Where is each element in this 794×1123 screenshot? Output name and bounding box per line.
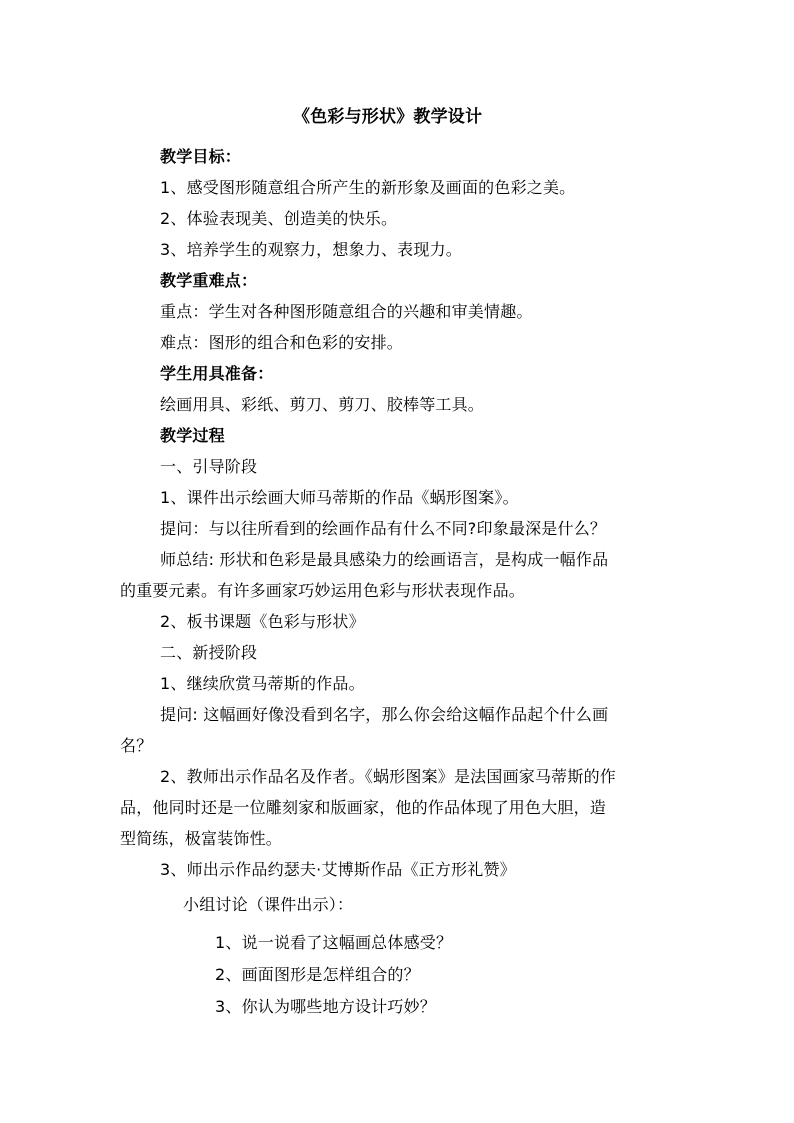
section-intro: 一、引导阶段 — [160, 457, 258, 476]
discussion-item-3: 3、你认为哪些地方设计巧妙？ — [215, 997, 436, 1016]
objective-2: 2、体验表现美、创造美的快乐。 — [160, 209, 398, 228]
teacher-summary-line-2: 的重要元素。有许多画家巧妙运用色彩与形状表现作品。 — [120, 581, 526, 600]
intro-step-2: 2、板书课题《色彩与形状》 — [160, 612, 365, 631]
difficult-point: 难点：图形的组合和色彩的安排。 — [160, 333, 404, 352]
intro-question: 提问：与以往所看到的绘画作品有什么不同?印象最深是什么？ — [160, 519, 607, 538]
lesson-step-2-line-3: 型简练，极富装饰性。 — [120, 829, 283, 848]
heading-key-points: 教学重难点： — [160, 271, 258, 290]
section-new-lesson: 二、新授阶段 — [160, 643, 258, 662]
lesson-step-1: 1、继续欣赏马蒂斯的作品。 — [160, 674, 365, 693]
discussion-item-1: 1、说一说看了这幅画总体感受？ — [215, 933, 453, 952]
heading-process: 教学过程 — [160, 426, 225, 445]
key-point: 重点：学生对各种图形随意组合的兴趣和审美情趣。 — [160, 302, 533, 321]
materials-list: 绘画用具、彩纸、剪刀、剪刀、胶棒等工具。 — [160, 395, 485, 414]
lesson-question-line-1: 提问: 这幅画好像没看到名字，那么你会给这幅作品起个什么画 — [160, 705, 609, 724]
heading-objectives: 教学目标： — [160, 147, 242, 166]
lesson-step-2-line-1: 2、教师出示作品名及作者。《蜗形图案》是法国画家马蒂斯的作 — [160, 767, 616, 786]
document-title: 《色彩与形状》教学设计 — [293, 107, 483, 127]
lesson-step-2-line-2: 品，他同时还是一位雕刻家和版画家，他的作品体现了用色大胆，造 — [120, 798, 607, 817]
lesson-question-line-2: 名？ — [120, 736, 153, 755]
group-discussion: 小组讨论（课件出示）： — [183, 895, 354, 914]
heading-materials: 学生用具准备： — [160, 364, 274, 383]
discussion-item-2: 2、画面图形是怎样组合的？ — [215, 965, 420, 984]
intro-step-1: 1、课件出示绘画大师马蒂斯的作品《蜗形图案》。 — [160, 488, 519, 507]
objective-3: 3、培养学生的观察力，想象力、表现力。 — [160, 240, 462, 259]
teacher-summary-line-1: 师总结: 形状和色彩是最具感染力的绘画语言，是构成一幅作品 — [160, 550, 609, 569]
lesson-step-3: 3、师出示作品约瑟夫·艾博斯作品《正方形礼赞》 — [160, 860, 516, 879]
objective-1: 1、感受图形随意组合所产生的新形象及画面的色彩之美。 — [160, 178, 576, 197]
